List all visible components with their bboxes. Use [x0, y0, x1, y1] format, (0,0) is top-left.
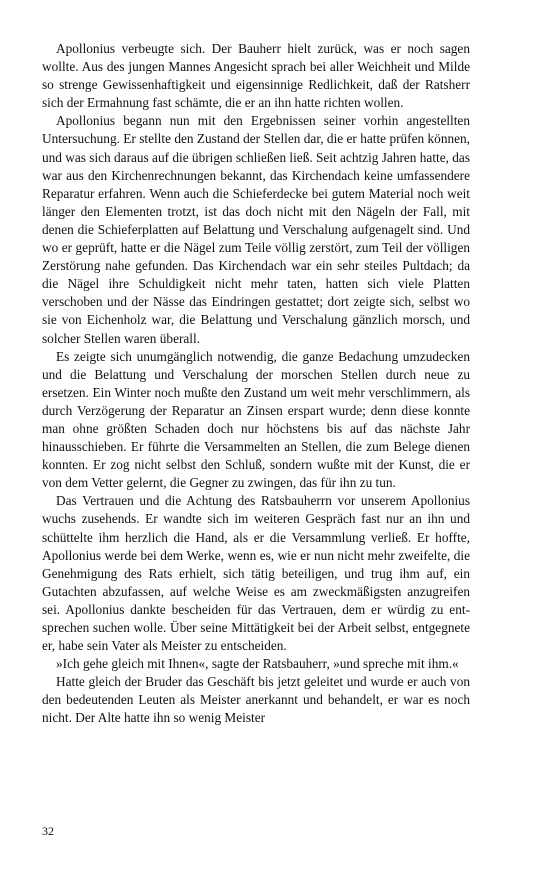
paragraph-2: Apollonius begann nun mit den Ergebnissen seiner vorhin angestellten Untersuchung. Er stellte den Zustand der Stellen dar, die er hatte prüfen können, und was sich daraus auf die übrigen schließen ließ. Seit achtzig Jahren hatte, das war aus den Kirchenrechnungen bekannt, das Kirchendach keine umfassendere Reparatur erfahren. Wenn auch die Schieferdecke bei gutem Material noch weit länger den Elementen trotzt, ist das doch nicht mit den Nägeln der Fall, mit denen die Schieferplatten auf Belattung und Verschalung aufgenagelt sind. Und wo er geprüft, hatte er die Nägel zum Teile völlig zerstört, zum Teil der völligen Zerstörung nahe gefunden. Das Kirchendach war ein sehr steiles Pultdach; da die Nägel ihre Schuldigkeit nicht mehr taten, hatten sich viele Platten verschoben und der Nässe das Eindringen gestattet; dort zeigte sich, selbst wo sie von Eichenholz war, die Belattung und Verschalung gänzlich morsch, und solcher Stellen waren überall.: [42, 113, 470, 346]
paragraph-5: »Ich gehe gleich mit Ihnen«, sagte der Ratsbauherr, »und spreche mit ihm.«: [56, 656, 459, 672]
paragraph-4: Das Vertrauen und die Achtung des Ratsbauherrn vor unserem Apollonius wuchs zusehends. Er wandte sich im weiteren Gespräch fast nur an ihn und schüttelte ihm herzlich die Hand, als er die Versammlung verließ. Er hoffte, Apollonius werde bei dem Werke, wenn es, wie er nun nicht mehr zweifelte, die Genehmigung des Rats erhielt, sich tätig beteiligen, und trug ihm auf, ein Gutachten abzufassen, auf welche Weise es am zweckmäßigsten anzugreifen sei. Apollonius dankte bescheiden für das Vertrauen, dem er würdig zu entsprechen suchen wolle. Über seine Mittätigkeit bei der Arbeit selbst, entgegnete er, habe sein Vater als Meister zu entscheiden.: [42, 493, 470, 654]
body-text: [42, 40, 470, 728]
paragraph-1: Apollonius verbeugte sich. Der Bauherr hielt zurück, was er noch sagen wollte. Aus des jungen Mannes Angesicht sprach bei aller Weichheit und Milde so strenge Gewissenhaftigkeit und eigensinnige Redlichkeit, daß der Ratsherr sich der Ermahnung fast schämte, die er an ihn hatte richten wollen.: [42, 41, 470, 111]
paragraph-3: Es zeigte sich unumgänglich notwendig, die ganze Bedachung umzudecken und die Belattung und Verschalung der morschen Stellen durch neue zu ersetzen. Ein Winter noch mußte den Zustand um weit mehr verschlimmern, als durch Verzögerung der Reparatur an Zinsen erspart wurde; denn diese konnte man ohne größten Schaden doch nur höchstens bis auf das nächste Jahr hinausschieben. Er führte die Versammelten an Stellen, die zum Belege dienen konnten. Er zog nicht selbst den Schluß, sondern wußte mit der Kunst, die er von dem Vetter gelernt, die Gegner zu zwingen, das für ihn zu tun.: [42, 348, 470, 491]
page-number: 32: [42, 824, 54, 838]
paragraph-6: Hatte gleich der Bruder das Geschäft bis jetzt geleitet und wurde er auch von den bedeutenden Leuten als Meister anerkannt und behandelt, er war es noch nicht. Der Alte hatte ihn so wenig Meister: [42, 674, 470, 726]
